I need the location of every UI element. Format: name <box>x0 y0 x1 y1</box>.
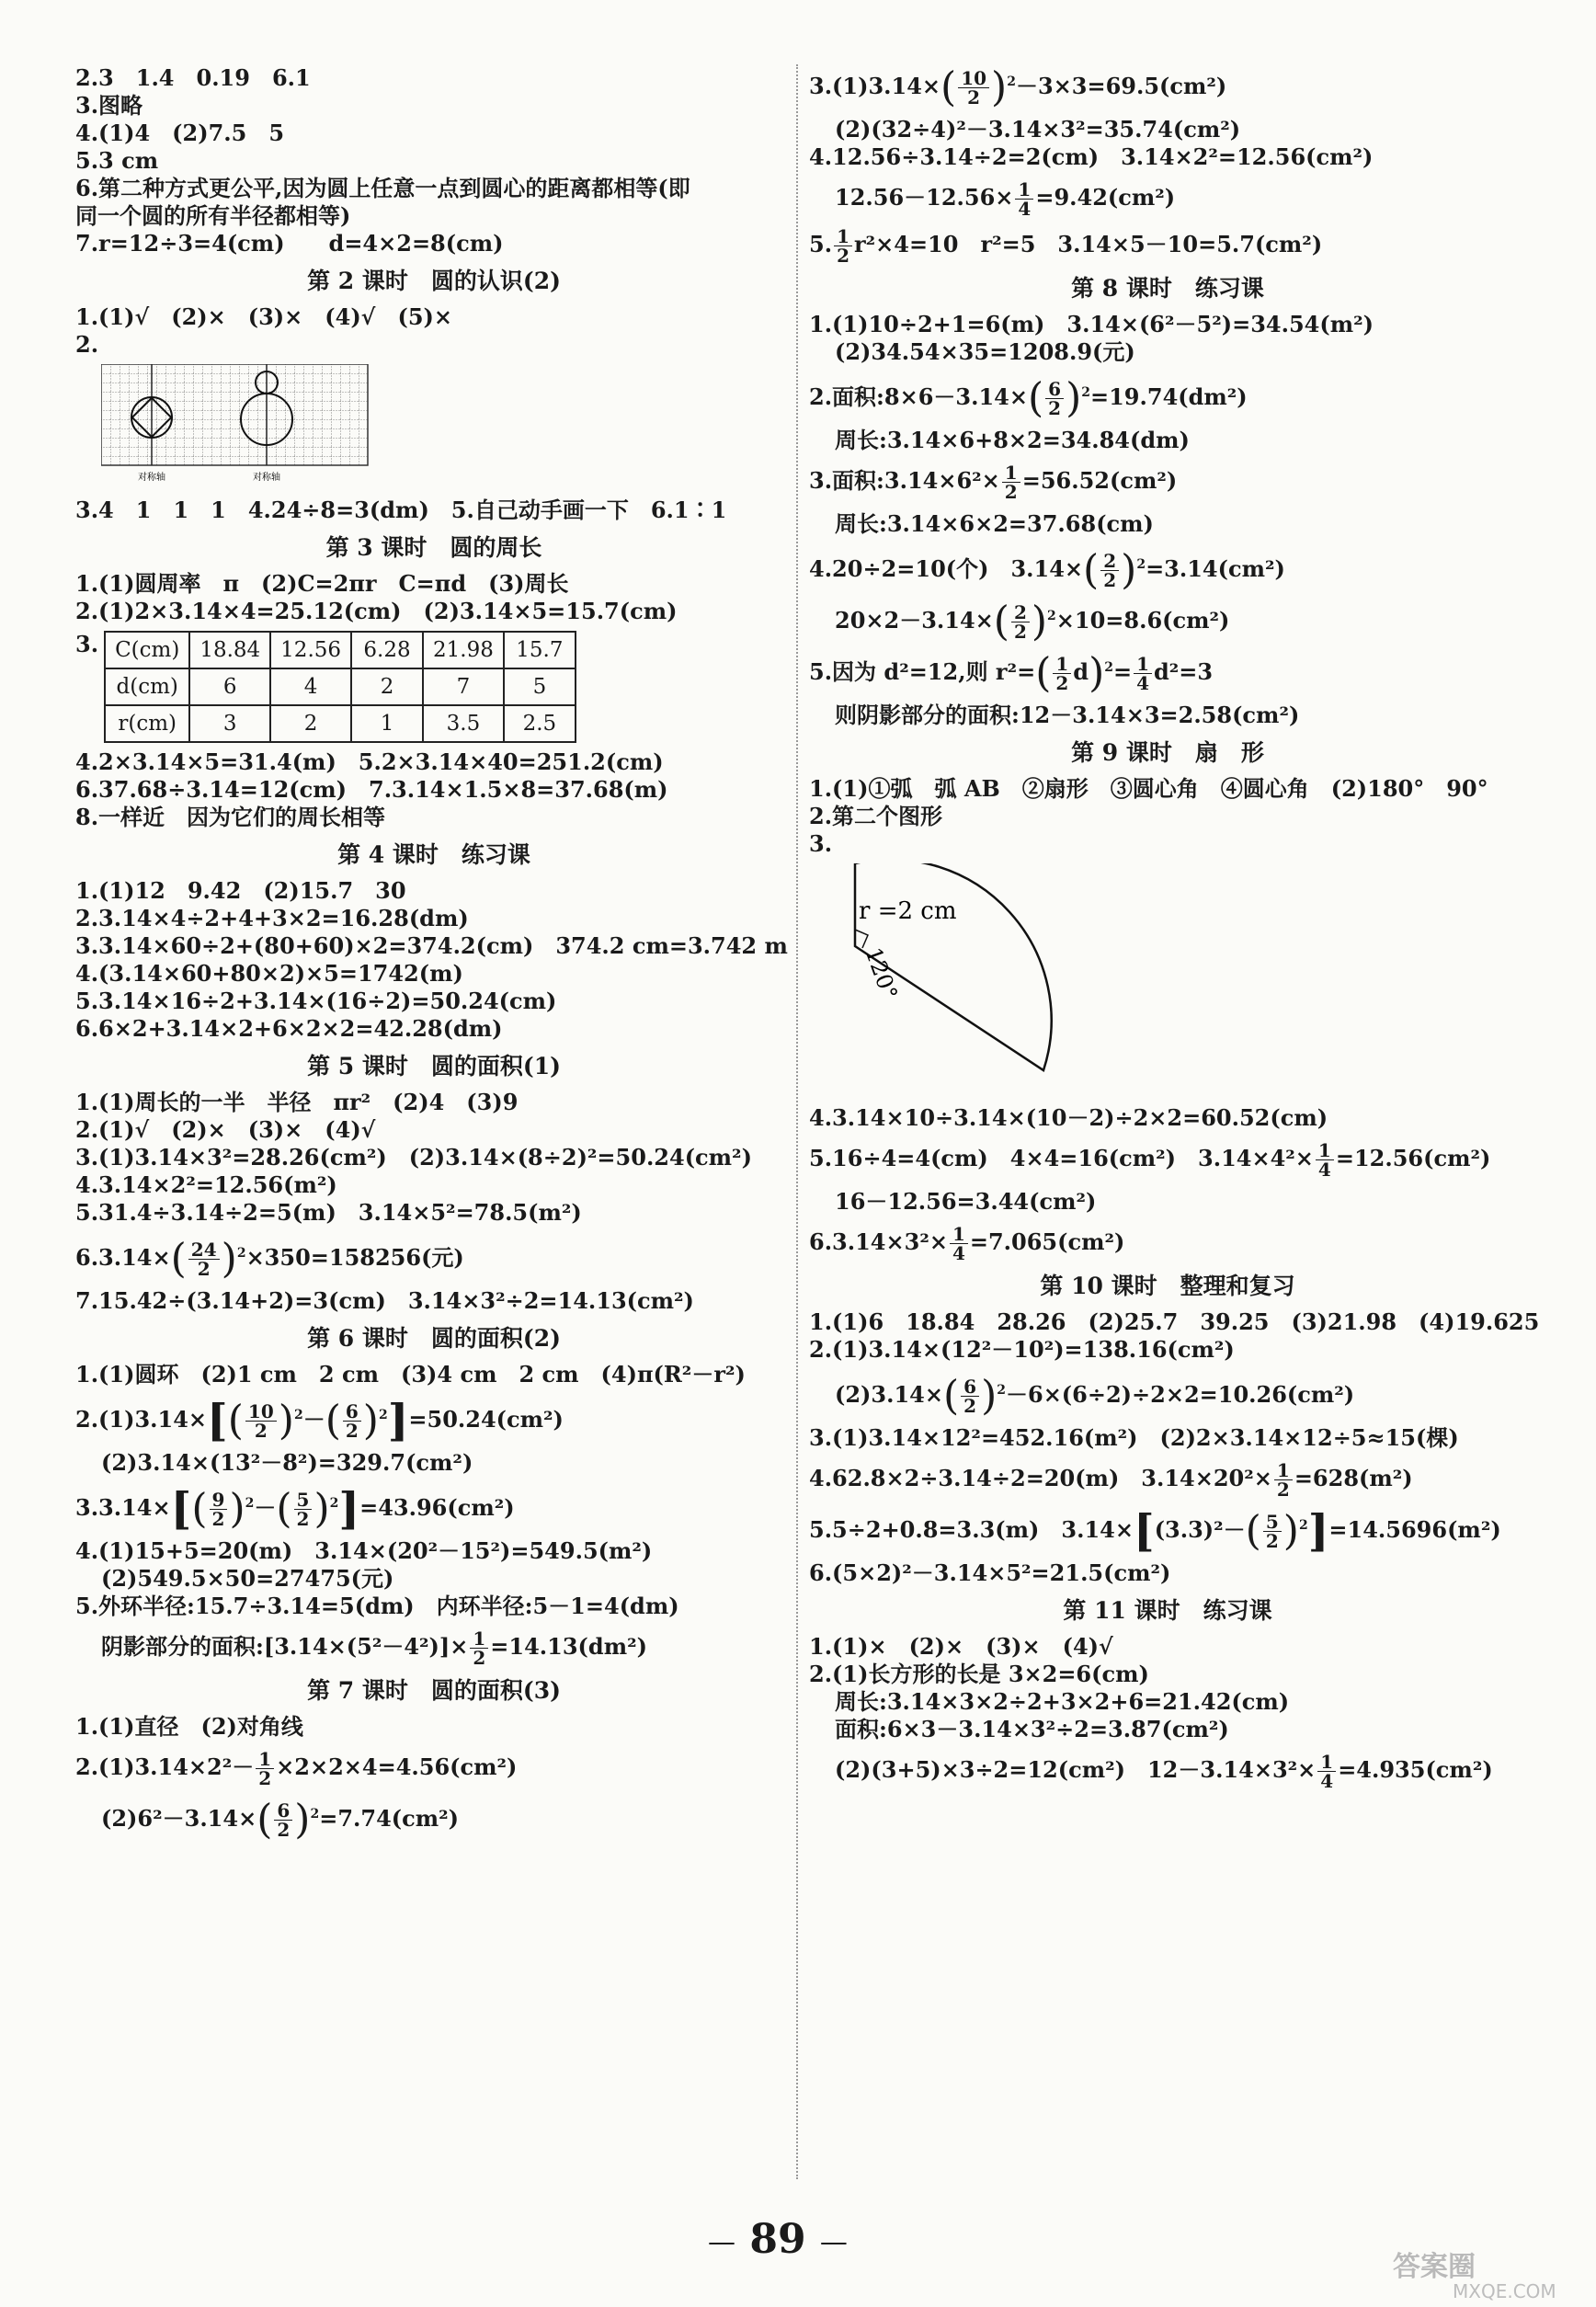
answer-line: (2)34.54×35=1208.9(元) <box>835 338 1135 365</box>
numerator: 10 <box>245 1402 277 1422</box>
column-divider <box>796 64 799 2179</box>
answer-line <box>809 1753 1526 1790</box>
answer-line: 6.3.14×( $\frac{24}{2}$ )$^2$×350=158256(元) <box>75 1235 464 1283</box>
text-fragment: －3×3=69.5(cm²) <box>1015 73 1227 99</box>
answer-line: 1.(1)12 9.42 (2)15.7 30 <box>75 877 406 904</box>
watermark-url: MXQE.COM <box>1453 2280 1556 2302</box>
fraction <box>188 1240 220 1278</box>
text-fragment: =19.74(dm²) <box>1090 383 1248 410</box>
grid-drawing <box>101 364 377 484</box>
sector-radius-label: r =2 cm <box>859 897 957 925</box>
section-title: 第 9 课时 扇 形 <box>1071 739 1264 766</box>
answer-line: 6.第二种方式更公平,因为圆上任意一点到圆心的距离都相等(即 <box>75 175 690 201</box>
numerator: 1 <box>470 1629 488 1649</box>
answer-line <box>809 1141 1526 1179</box>
right-column <box>809 63 1540 1799</box>
text-fragment: (2)(3+5)×3÷2=12(cm²) 12－3.14×3²× <box>835 1756 1317 1783</box>
fraction <box>470 1629 488 1667</box>
sector-angle-label: 120° <box>860 943 903 1003</box>
numerator: 6 <box>1045 380 1064 399</box>
numerator: 1 <box>256 1750 274 1769</box>
numerator: 5 <box>294 1490 313 1510</box>
watermark-logo: 答案圈 <box>1393 2251 1476 2283</box>
text-fragment: 6.3.14× <box>75 1244 171 1271</box>
text-fragment: 5. <box>809 231 833 257</box>
answer-line: 1.(1)6 18.84 28.26 (2)25.7 39.25 (3)21.98 (4)19.625 <box>809 1308 1540 1335</box>
answer-line: 3.3.14×[( $\frac{9}{2}$ )$^2$－( $\frac{5}{2}$ )$^2$]=43.96(cm²) <box>75 1483 515 1536</box>
table-row <box>105 668 576 705</box>
text-fragment: 3.(1)3.14× <box>809 73 941 99</box>
text-fragment: (2)6²－3.14× <box>101 1805 257 1832</box>
denominator: 2 <box>473 1647 486 1669</box>
text-fragment: 阴影部分的面积:[3.14×(5²－4²)]× <box>101 1633 469 1660</box>
section-title: 第 8 课时 练习课 <box>1071 275 1264 302</box>
numerator: 9 <box>210 1490 228 1510</box>
denominator: 2 <box>258 1767 272 1789</box>
text-fragment: =56.52(cm²) <box>1021 467 1178 494</box>
answer-line <box>809 1225 1526 1262</box>
left-column <box>75 64 792 1848</box>
answer-line: 16－12.56=3.44(cm²) <box>835 1188 1097 1215</box>
page-dash: — <box>708 2226 735 2258</box>
text-fragment: =43.96(cm²) <box>359 1494 515 1521</box>
answer-line: 1.(1)直径 (2)对角线 <box>75 1713 303 1740</box>
denominator: 2 <box>1004 481 1018 503</box>
answer-line: 3.(1)3.14×12²=452.16(m²) (2)2×3.14×12÷5≈15(棵) <box>809 1424 1459 1451</box>
denominator: 2 <box>1013 621 1027 643</box>
table-cell: 18.84 <box>189 632 270 668</box>
answer-line: 5.外环半径:15.7÷3.14=5(dm) 内环半径:5－1=4(dm) <box>75 1593 679 1619</box>
table-cell: 15.7 <box>504 632 576 668</box>
fraction <box>961 1377 979 1415</box>
denominator: 2 <box>963 1395 977 1417</box>
sector-drawing <box>846 863 1066 1093</box>
text-fragment: d²=3 <box>1154 658 1214 685</box>
numerator: 6 <box>961 1377 979 1397</box>
text-fragment: =7.065(cm²) <box>969 1228 1125 1255</box>
answer-line: 2.面积:8×6－3.14×( $\frac{6}{2}$ )$^2$=19.74(dm²) <box>809 374 1248 422</box>
answer-line: 2.(1)2×3.14×4=25.12(cm) (2)3.14×5=15.7(cm) <box>75 598 678 624</box>
table-cell: 5 <box>504 668 576 705</box>
numerator: 1 <box>1274 1461 1293 1480</box>
numerator: 1 <box>1053 655 1071 674</box>
numerator: 2 <box>1100 552 1119 571</box>
text-fragment: 2.(1)3.14×2²－ <box>75 1753 255 1780</box>
text-fragment: 5.16÷4=4(cm) 4×4=16(cm²) 3.14×4²× <box>809 1145 1314 1171</box>
answer-line: 6.(5×2)²－3.14×5²=21.5(cm²) <box>809 1559 1171 1586</box>
section-title: 第 11 课时 练习课 <box>1063 1597 1272 1624</box>
text-fragment: ×2×2×4=4.56(cm²) <box>276 1753 518 1780</box>
answer-line: 则阴影部分的面积:12－3.14×3=2.58(cm²) <box>835 702 1300 728</box>
text-fragment: 12.56－12.56× <box>835 184 1014 211</box>
answer-line: 2.(1)3.14×(12²－10²)=138.16(cm²) <box>809 1336 1235 1363</box>
section-title: 第 7 课时 圆的面积(3) <box>307 1677 561 1704</box>
answer-line: (2)6²－3.14×( $\frac{6}{2}$ )$^2$=7.74(cm²) <box>101 1796 459 1844</box>
table-cell: 2 <box>351 668 423 705</box>
answer-line: 3. <box>75 631 99 657</box>
fraction <box>1011 603 1030 641</box>
answer-line: 面积:6×3－3.14×3²÷2=3.87(cm²) <box>835 1716 1229 1742</box>
fraction <box>1100 552 1119 589</box>
denominator: 4 <box>1018 198 1032 220</box>
text-fragment: =4.935(cm²) <box>1338 1756 1493 1783</box>
text-fragment: (3.3)²－ <box>1154 1516 1246 1543</box>
fraction <box>1053 655 1071 692</box>
text-fragment: 2.面积:8×6－3.14× <box>809 383 1028 410</box>
answer-line: 3.3.14×60÷2+(80+60)×2=374.2(cm) 374.2 cm=3.742 m <box>75 932 788 959</box>
row-header-cell: C(cm) <box>105 632 189 668</box>
denominator: 2 <box>837 245 849 267</box>
denominator: 2 <box>296 1508 310 1530</box>
text-fragment: 4.62.8×2÷3.14÷2=20(m) 3.14×20²× <box>809 1465 1272 1491</box>
answer-line: 3.4 1 1 1 4.24÷8=3(dm) 5.自己动手画一下 6.1∶1 <box>75 497 727 523</box>
answer-line: 4.(1)15+5=20(m) 3.14×(20²－15²)=549.5(m²) <box>75 1537 653 1564</box>
denominator: 2 <box>1276 1479 1290 1501</box>
answer-line: 周长:3.14×6+8×2=34.84(dm) <box>835 427 1190 453</box>
answer-line: 5.3 cm <box>75 147 159 174</box>
table-cell: 3 <box>189 705 270 742</box>
answer-line: 1.(1)圆周率 π (2)C=2πr C=πd (3)周长 <box>75 570 569 597</box>
table-row <box>105 632 576 668</box>
fraction <box>958 69 989 107</box>
text-fragment: 3.面积:3.14×6²× <box>809 467 1000 494</box>
text-fragment: 20×2－3.14× <box>835 607 994 634</box>
table-cell: 4 <box>270 668 351 705</box>
fraction <box>274 1801 292 1839</box>
table-cell: 6.28 <box>351 632 423 668</box>
sector-figure <box>846 863 1526 1097</box>
denominator: 2 <box>1103 569 1117 591</box>
numerator: 10 <box>958 69 989 88</box>
row-header-cell: d(cm) <box>105 668 189 705</box>
fraction <box>343 1402 361 1440</box>
fraction <box>1045 380 1064 417</box>
numerator: 1 <box>1317 1753 1336 1772</box>
fraction <box>210 1490 228 1528</box>
denominator: 2 <box>254 1420 268 1442</box>
answer-line <box>75 1750 792 1787</box>
numerator: 1 <box>834 227 852 246</box>
numerator: 1 <box>1015 180 1033 200</box>
answer-line <box>75 1629 792 1667</box>
answer-line: 3.(1)3.14×( $\frac{10}{2}$ )$^2$－3×3=69.5(cm²) <box>809 63 1227 111</box>
numerator: 1 <box>1316 1141 1334 1160</box>
denominator: 2 <box>1265 1530 1279 1552</box>
text-fragment: 5.因为 d²=12,则 r²= <box>809 658 1036 685</box>
denominator: 2 <box>1048 397 1062 419</box>
text-fragment: 4.20÷2=10(个) 3.14× <box>809 555 1084 582</box>
answer-line: 4.20÷2=10(个) 3.14×( $\frac{2}{2}$ )$^2$=3.14(cm²) <box>809 546 1285 594</box>
text-fragment: =14.13(dm²) <box>490 1633 647 1660</box>
answer-line <box>809 227 1526 265</box>
answer-line <box>809 1461 1526 1499</box>
answer-line: 3.图略 <box>75 92 143 119</box>
answer-line: (2)3.14×( $\frac{6}{2}$ )$^2$－6×(6÷2)÷2×2=10.26(cm²) <box>835 1372 1355 1420</box>
section-title: 第 2 课时 圆的认识(2) <box>307 268 561 294</box>
numerator: 24 <box>188 1240 220 1260</box>
answer-line: 1.(1)× (2)× (3)× (4)√ <box>809 1633 1113 1660</box>
table-row <box>105 705 576 742</box>
fraction <box>950 1225 968 1262</box>
denominator: 4 <box>1317 1159 1331 1181</box>
text-fragment: =628(m²) <box>1294 1465 1413 1491</box>
answer-line: 8.一样近 因为它们的周长相等 <box>75 804 386 830</box>
answer-line: 2.(1)长方形的长是 3×2=6(cm) <box>809 1661 1149 1687</box>
answer-line: 4.(1)4 (2)7.5 5 <box>75 120 285 146</box>
answer-line: 2.3 1.4 0.19 6.1 <box>75 64 311 91</box>
denominator: 4 <box>952 1242 965 1264</box>
fraction <box>834 227 852 265</box>
fraction <box>1002 463 1020 501</box>
table-cell: 12.56 <box>270 632 351 668</box>
answer-line: 4.3.14×10÷3.14×(10－2)÷2×2=60.52(cm) <box>809 1104 1328 1131</box>
fraction <box>245 1402 277 1440</box>
answer-line: (2)549.5×50=27475(元) <box>101 1565 394 1592</box>
text-fragment: r²×4=10 r²=5 3.14×5－10=5.7(cm²) <box>853 231 1323 257</box>
denominator: 2 <box>211 1508 225 1530</box>
answer-line: 6.6×2+3.14×2+6×2×2=42.28(dm) <box>75 1015 503 1042</box>
grid-figure <box>101 364 792 487</box>
numerator: 5 <box>1263 1513 1282 1532</box>
table-cell: 21.98 <box>423 632 504 668</box>
answer-line: 5.3.14×16÷2+3.14×(16÷2)=50.24(cm) <box>75 988 557 1014</box>
answer-line: 6.37.68÷3.14=12(cm) 7.3.14×1.5×8=37.68(m) <box>75 776 668 803</box>
answer-line: 周长:3.14×6×2=37.68(cm) <box>835 510 1154 537</box>
denominator: 2 <box>345 1420 359 1442</box>
text-fragment: (2)3.14× <box>835 1381 943 1408</box>
answer-line: 2.第二个图形 <box>809 803 943 829</box>
answer-line: 4.(3.14×60+80×2)×5=1742(m) <box>75 960 463 987</box>
text-fragment: =14.5696(m²) <box>1328 1516 1501 1543</box>
answer-line: 7.r=12÷3=4(cm) d=4×2=8(cm) <box>75 230 504 257</box>
section-title: 第 4 课时 练习课 <box>337 841 530 868</box>
denominator: 4 <box>1136 672 1150 694</box>
answer-line: 同一个圆的所有半径都相等) <box>75 202 351 229</box>
answer-line: 3.(1)3.14×3²=28.26(cm²) (2)3.14×(8÷2)²=50.24(cm²) <box>75 1144 752 1171</box>
table-cell: 6 <box>189 668 270 705</box>
text-fragment: ×10=8.6(cm²) <box>1055 607 1230 634</box>
page-number-value: 89 <box>749 2216 806 2263</box>
circle-table <box>104 631 576 743</box>
numerator: 1 <box>1002 463 1020 483</box>
answer-line: 1.(1)①弧 弧 AB ②扇形 ③圆心角 ④圆心角 (2)180° 90° <box>809 775 1488 802</box>
answer-line: 2.3.14×4÷2+4+3×2=16.28(dm) <box>75 905 469 931</box>
table-cell: 3.5 <box>423 705 504 742</box>
denominator: 2 <box>1055 672 1069 694</box>
text-fragment: =12.56(cm²) <box>1335 1145 1491 1171</box>
answer-line: 4.12.56÷3.14÷2=2(cm) 3.14×2²=12.56(cm²) <box>809 143 1374 170</box>
answer-line: 1.(1)√ (2)× (3)× (4)√ (5)× <box>75 303 452 330</box>
denominator: 4 <box>1320 1770 1334 1792</box>
answer-line: 2.(1)3.14×[( $\frac{10}{2}$ )$^2$－( $\frac{6}{2}$ )$^2$]=50.24(cm²) <box>75 1395 564 1447</box>
fraction <box>1274 1461 1293 1499</box>
text-fragment: =3.14(cm²) <box>1146 555 1285 582</box>
answer-line: 5.31.4÷3.14÷2=5(m) 3.14×5²=78.5(m²) <box>75 1199 582 1226</box>
fraction <box>1317 1753 1336 1790</box>
answer-line: 5.5÷2+0.8=3.3(m) 3.14×[(3.3)²－( $\frac{5}{2}$ )$^2$]=14.5696(m²) <box>809 1505 1501 1558</box>
answer-line: 20×2－3.14×( $\frac{2}{2}$ )$^2$×10=8.6(cm²) <box>835 598 1230 645</box>
numerator: 1 <box>950 1225 968 1244</box>
answer-line: (2)(32÷4)²－3.14×3²=35.74(cm²) <box>835 116 1241 143</box>
answer-line: 3. <box>809 830 833 857</box>
text-fragment: ×350=158256(元) <box>245 1244 464 1271</box>
text-fragment: = <box>1112 658 1133 685</box>
page-number <box>708 2216 848 2263</box>
table-cell: 2 <box>270 705 351 742</box>
fraction <box>256 1750 274 1787</box>
axis-label: 对称轴 <box>138 473 165 483</box>
axis-label: 对称轴 <box>253 473 280 483</box>
answer-line: 1.(1)周长的一半 半径 πr² (2)4 (3)9 <box>75 1089 519 1115</box>
table-cell: 7 <box>423 668 504 705</box>
denominator: 2 <box>967 86 981 108</box>
numerator: 6 <box>343 1402 361 1422</box>
fraction <box>1263 1513 1282 1550</box>
table-cell: 1 <box>351 705 423 742</box>
text-fragment: 5.5÷2+0.8=3.3(m) 3.14× <box>809 1516 1134 1543</box>
answer-line: 1.(1)10÷2+1=6(m) 3.14×(6²－5²)=34.54(m²) <box>809 311 1374 337</box>
fraction <box>1316 1141 1334 1179</box>
numerator: 6 <box>274 1801 292 1821</box>
denominator: 2 <box>277 1819 291 1841</box>
answer-line: 4.3.14×2²=12.56(m²) <box>75 1171 337 1198</box>
text-fragment: 6.3.14×3²× <box>809 1228 948 1255</box>
fraction <box>1134 655 1152 692</box>
text-fragment: 2.(1)3.14× <box>75 1406 208 1433</box>
numerator: 1 <box>1134 655 1152 674</box>
answer-line: 1.(1)圆环 (2)1 cm 2 cm (3)4 cm 2 cm (4)π(R²－r²) <box>75 1361 746 1388</box>
answer-line <box>809 463 1526 501</box>
answer-line: 5.因为 d²=12,则 r²=( $\frac{1}{2}$ d)$^2$= $\frac{1}{4}$ d²=3 <box>809 649 1214 697</box>
answer-line: 周长:3.14×3×2÷2+3×2+6=21.42(cm) <box>835 1688 1290 1715</box>
text-fragment: 3.3.14× <box>75 1494 171 1521</box>
section-title: 第 10 课时 整理和复习 <box>1040 1273 1295 1299</box>
text-fragment: d <box>1073 658 1089 685</box>
fraction <box>294 1490 313 1528</box>
answer-line: 7.15.42÷(3.14+2)=3(cm) 3.14×3²÷2=14.13(cm²) <box>75 1287 694 1314</box>
page-dash: — <box>819 2226 848 2258</box>
answer-line <box>809 180 1526 218</box>
answer-line: 2. <box>75 331 99 358</box>
numerator: 2 <box>1011 603 1030 622</box>
answer-line: 2.(1)√ (2)× (3)× (4)√ <box>75 1116 376 1143</box>
fraction <box>1015 180 1033 218</box>
text-fragment: =9.42(cm²) <box>1035 184 1176 211</box>
text-fragment: =50.24(cm²) <box>408 1406 564 1433</box>
text-fragment: =7.74(cm²) <box>319 1805 459 1832</box>
section-title: 第 6 课时 圆的面积(2) <box>307 1325 561 1352</box>
section-title: 第 3 课时 圆的周长 <box>325 534 542 561</box>
table-cell: 2.5 <box>504 705 576 742</box>
answer-line: 4.2×3.14×5=31.4(m) 5.2×3.14×40=251.2(cm) <box>75 748 664 775</box>
answer-line: (2)3.14×(13²－8²)=329.7(cm²) <box>101 1449 473 1476</box>
section-title: 第 5 课时 圆的面积(1) <box>307 1053 561 1079</box>
text-fragment: －6×(6÷2)÷2×2=10.26(cm²) <box>1006 1381 1355 1408</box>
denominator: 2 <box>197 1258 211 1280</box>
row-header-cell: r(cm) <box>105 705 189 742</box>
